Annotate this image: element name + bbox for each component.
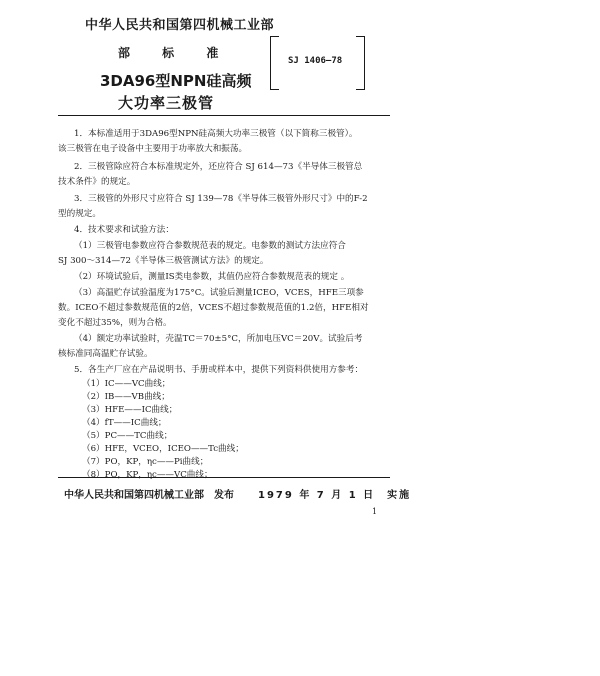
box-corner [270, 36, 279, 45]
body-line-8: （1）三极管电参数应符合参数规范表的规定。电参数的测试方法应符合 [74, 241, 346, 251]
body-line-14: （4）额定功率试验时，壳温TC＝70±5°C，所加电压VC＝20V。试验后考 [74, 334, 363, 344]
document-title-line1: 3DA96型NPN硅高频 [100, 72, 252, 90]
body-line-2: 该三极管在电子设备中主要用于功率放大和振荡。 [58, 144, 248, 154]
body-line-1: 1．本标准适用于3DA96型NPN硅高频大功率三极管（以下简称三极管）。 [74, 129, 358, 139]
publisher: 中华人民共和国第四机械工业部 发布 [64, 490, 234, 501]
standard-code: SJ 1406—78 [288, 56, 343, 66]
box-edge [364, 44, 365, 82]
curve-item-5: （5）PC——TC曲线； [82, 431, 173, 441]
body-line-15: 核标准同高温贮存试验。 [58, 349, 153, 359]
effective-date: 1979 年 7 月 1 日 实施 [258, 490, 412, 501]
curve-item-2: （2）IB——VB曲线； [82, 392, 170, 402]
ministry-name: 中华人民共和国第四机械工业部 [85, 18, 275, 33]
body-line-9: SJ 300～314—72《半导体三极管测试方法》的规定。 [58, 256, 269, 266]
body-line-3: 2．三极管除应符合本标准规定外，还应符合 SJ 614—73《半导体三极管总 [74, 162, 363, 172]
curve-item-6: （6）HFE，VCEO，ICEO——Tc曲线； [82, 444, 244, 454]
box-edge [270, 44, 271, 82]
body-line-11: （3）高温贮存试验温度为175°C。试验后测量ICEO，VCES，HFE三项参 [74, 288, 364, 298]
body-line-10: （2）环境试验后，测量IS类电参数，其值仍应符合参数规范表的规定 。 [74, 272, 350, 282]
curve-item-4: （4）fT——IC曲线； [82, 418, 167, 428]
body-line-7: 4．技术要求和试验方法： [74, 225, 174, 235]
top-divider [58, 115, 390, 116]
box-corner [270, 81, 279, 90]
box-corner [356, 81, 365, 90]
body-line-4: 技术条件》的规定。 [58, 177, 136, 187]
curve-item-1: （1）IC——VC曲线； [82, 379, 171, 389]
body-line-12: 数。ICEO不超过参数规范值的2倍，VCES不超过参数规范值的1.2倍，HFE相对 [58, 303, 369, 313]
curve-item-8: （8）PO，KP，ηc——VC曲线； [82, 470, 213, 480]
standard-type: 部 标 准 [118, 46, 233, 60]
body-line-16: 5．各生产厂应在产品说明书、手册或样本中，提供下列资料供使用方参考： [74, 365, 364, 375]
curve-item-3: （3）HFE——IC曲线； [82, 405, 178, 415]
page-number: 1 [372, 507, 378, 516]
body-line-5: 3．三极管的外形尺寸应符合 SJ 139—78《半导体三极管外形尺寸》中的F-2 [74, 194, 368, 204]
curve-item-7: （7）PO，KP，ηc——Pi曲线； [82, 457, 209, 467]
document-title-line2: 大功率三极管 [118, 94, 215, 112]
body-line-6: 型的规定。 [58, 209, 101, 219]
body-line-13: 变化不超过35%，则为合格。 [58, 318, 172, 328]
